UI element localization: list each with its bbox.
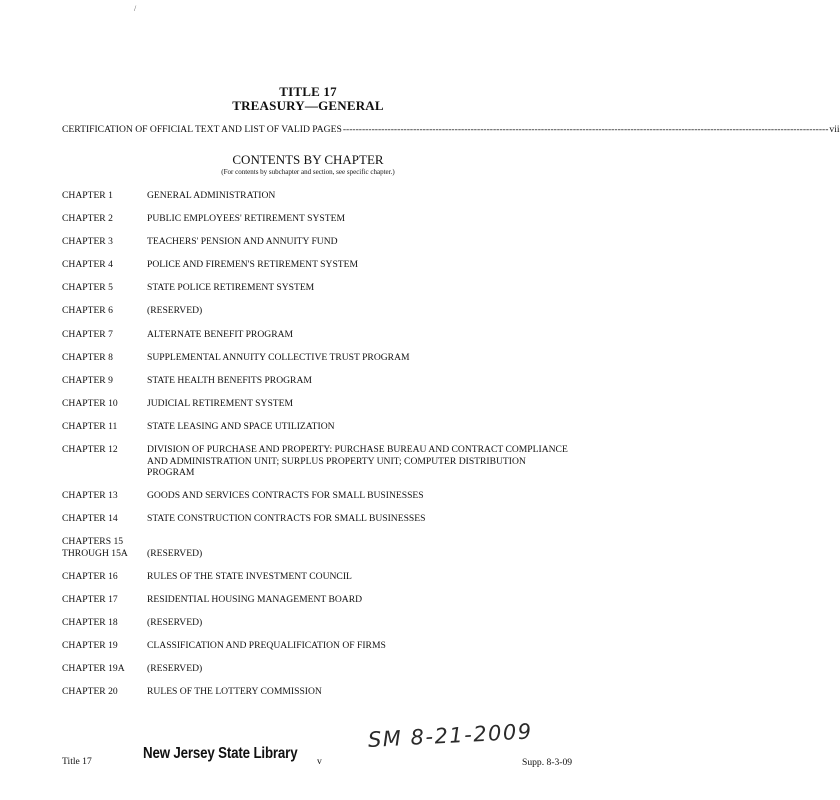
chapter-name: RULES OF THE LOTTERY COMMISSION (147, 686, 322, 698)
chapter-name: GOODS AND SERVICES CONTRACTS FOR SMALL BUSINESSES (147, 490, 424, 502)
chapter-name: POLICE AND FIREMEN'S RETIREMENT SYSTEM (147, 259, 359, 271)
chapter-name: TEACHERS' PENSION AND ANNUITY FUND (147, 236, 338, 248)
chapter-number (62, 329, 147, 341)
chapter-number (62, 305, 147, 317)
scan-mark: / (134, 4, 137, 13)
chapter-number-line: CHAPTER 1 (62, 190, 113, 201)
chapter-number (62, 236, 147, 248)
chapter-number-line: CHAPTER 14 (62, 513, 118, 525)
chapter-number (62, 536, 147, 559)
chapter-number (62, 640, 147, 652)
chapter-number (62, 617, 147, 629)
chapter-number-line: CHAPTER 2 (62, 213, 113, 225)
chapter-row (62, 352, 572, 364)
chapter-row (62, 329, 572, 341)
chapter-name: GENERAL ADMINISTRATION (147, 190, 276, 201)
chapter-number (62, 282, 147, 294)
chapter-number (62, 190, 147, 202)
chapter-number-line: CHAPTER 4 (62, 259, 113, 271)
chapter-row (62, 571, 572, 583)
dot-leader: -------------------------------------------------------------------------------------------------------------------------------------------------------- (342, 124, 829, 135)
chapter-number (62, 663, 147, 675)
contents-note: (For contents by subchapter and section, see specific chapter.) (221, 168, 395, 176)
chapter-name: RULES OF THE STATE INVESTMENT COUNCIL (147, 570, 352, 582)
chapter-name: ALTERNATE BENEFIT PROGRAM (147, 328, 294, 340)
chapter-name: RESIDENTIAL HOUSING MANAGEMENT BOARD (147, 594, 363, 605)
chapter-name: STATE POLICE RETIREMENT SYSTEM (147, 282, 315, 294)
chapter-number-line: CHAPTER 20 (62, 686, 118, 698)
chapter-row (62, 444, 572, 479)
chapter-number (62, 352, 147, 364)
chapter-row (62, 421, 572, 433)
chapter-name: DIVISION OF PURCHASE AND PROPERTY: PURCHASE BUREAU AND CONTRACT COMPLIANCE AND ADMINISTRATION UNIT; SURPLUS PROPERTY UNIT; COMPUTER DISTRIBUTION PROGRAM (147, 444, 568, 479)
chapter-number (62, 398, 147, 410)
chapter-number (62, 594, 147, 606)
chapter-list (62, 190, 572, 709)
chapter-row (62, 640, 572, 652)
chapter-number-line: CHAPTER 7 (62, 328, 113, 340)
chapter-number (62, 421, 147, 433)
chapter-number-line: THROUGH 15A (62, 547, 128, 559)
chapter-row (62, 236, 572, 248)
chapter-name: STATE CONSTRUCTION CONTRACTS FOR SMALL BUSINESSES (147, 513, 426, 525)
chapter-number-line: CHAPTER 5 (62, 282, 113, 294)
chapter-name: JUDICIAL RETIREMENT SYSTEM (147, 397, 294, 409)
chapter-row (62, 398, 572, 410)
chapter-number (62, 490, 147, 502)
chapter-number (62, 259, 147, 271)
chapter-number-line: CHAPTER 3 (62, 236, 113, 248)
handwritten-note: SM 8-21-2009 (367, 719, 534, 752)
chapter-name: (RESERVED) (147, 617, 203, 629)
chapter-row (62, 213, 572, 225)
certification-label: CERTIFICATION OF OFFICIAL TEXT AND LIST OF VALID PAGES (62, 124, 342, 135)
contents-heading: CONTENTS BY CHAPTER (232, 152, 384, 167)
chapter-number (62, 375, 147, 387)
certification-page-ref: vii (829, 124, 840, 135)
chapter-name: (RESERVED) (147, 305, 203, 317)
chapter-row (62, 190, 572, 202)
chapter-row (62, 513, 572, 525)
chapter-row (62, 536, 572, 559)
chapter-number-line: CHAPTER 18 (62, 617, 118, 629)
chapter-row (62, 490, 572, 502)
chapter-row (62, 282, 572, 294)
chapter-number-line: CHAPTER 19 (62, 640, 118, 652)
library-stamp: New Jersey State Library (143, 745, 298, 762)
chapter-number-line: CHAPTER 13 (62, 490, 118, 502)
page-number: v (317, 756, 322, 767)
chapter-row (62, 259, 572, 271)
chapter-name: (RESERVED) (147, 663, 203, 675)
chapter-number (62, 213, 147, 225)
chapter-row (62, 663, 572, 675)
chapter-number-line: CHAPTER 19A (62, 663, 125, 675)
chapter-name: CLASSIFICATION AND PREQUALIFICATION OF FIRMS (147, 640, 386, 652)
chapter-row (62, 305, 572, 317)
chapter-number-line: CHAPTER 9 (62, 374, 113, 386)
supplement-date: Supp. 8-3-09 (522, 757, 573, 768)
chapter-name: (RESERVED) (147, 547, 203, 559)
chapter-number-line: CHAPTER 10 (62, 397, 118, 409)
title-number: TITLE 17 (279, 84, 337, 99)
title-name: TREASURY—GENERAL (232, 98, 384, 113)
chapter-row (62, 594, 572, 606)
chapter-name: SUPPLEMENTAL ANNUITY COLLECTIVE TRUST PROGRAM (147, 351, 410, 363)
chapter-number (62, 444, 147, 479)
chapter-number-line: CHAPTER 12 (62, 444, 118, 456)
chapter-name: STATE LEASING AND SPACE UTILIZATION (147, 420, 335, 432)
chapter-number-line: CHAPTER 16 (62, 570, 118, 582)
chapter-number-line: CHAPTER 17 (62, 594, 118, 605)
chapter-number-line: CHAPTER 6 (62, 305, 113, 317)
chapter-number (62, 686, 147, 698)
chapter-number-line: CHAPTER 11 (62, 420, 118, 432)
chapter-name: PUBLIC EMPLOYEES' RETIREMENT SYSTEM (147, 213, 345, 225)
footer-title: Title 17 (62, 756, 92, 767)
chapter-number (62, 571, 147, 583)
chapter-row (62, 375, 572, 387)
chapter-number (62, 513, 147, 525)
chapter-row (62, 617, 572, 629)
chapter-name: STATE HEALTH BENEFITS PROGRAM (147, 374, 312, 386)
chapter-row (62, 686, 572, 698)
chapter-number-line: CHAPTER 8 (62, 351, 113, 363)
certification-entry (62, 124, 840, 135)
chapter-number-line: CHAPTERS 15 (62, 536, 124, 548)
